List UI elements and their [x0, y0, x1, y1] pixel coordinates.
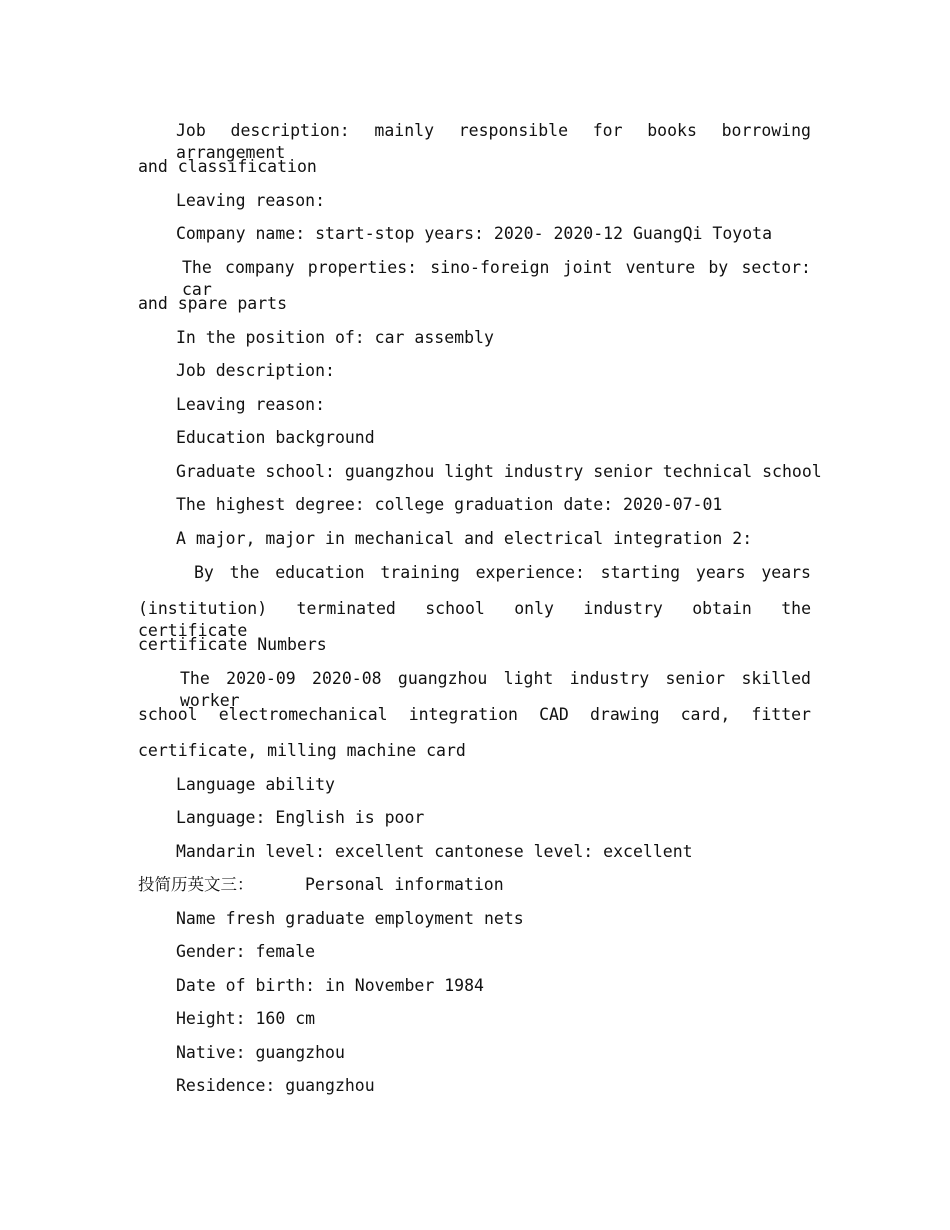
text-line: school electromechanical integration CAD drawing card, fitter	[138, 705, 811, 724]
text-line: certificate, milling machine card	[138, 741, 466, 760]
text-line: certificate Numbers	[138, 635, 327, 654]
text-line: Gender: female	[176, 942, 316, 961]
text-line: and spare parts	[138, 294, 288, 313]
text-line: and classification	[138, 157, 317, 176]
text-line: The company properties: sino-foreign joint venture by sector: car	[182, 258, 811, 299]
text-line: Language: English is poor	[176, 808, 425, 827]
text-line: Mandarin level: excellent cantonese level: excellent	[176, 842, 693, 861]
text-line: Leaving reason:	[176, 395, 326, 414]
section-heading: Language ability	[176, 775, 335, 794]
text-line: In the position of: car assembly	[176, 328, 494, 347]
text-line: Name fresh graduate employment nets	[176, 909, 524, 928]
text-line: Height: 160 cm	[176, 1009, 316, 1028]
text-line: Leaving reason:	[176, 191, 326, 210]
text-line: By the education training experience: starting years years	[194, 563, 811, 582]
chinese-label: 投简历英文三：	[138, 875, 254, 894]
text-line: Graduate school: guangzhou light industry senior technical school	[176, 462, 822, 481]
text-line: Job description: mainly responsible for books borrowing arrangement	[176, 121, 811, 162]
text-line: The 2020-09 2020-08 guangzhou light industry senior skilled worker	[180, 669, 811, 710]
text-line: A major, major in mechanical and electrical integration 2:	[176, 529, 753, 548]
text-line: Job description:	[176, 361, 335, 380]
text-line: Date of birth: in November 1984	[176, 976, 484, 995]
text-line: The highest degree: college graduation date: 2020-07-01	[176, 495, 723, 514]
section-heading: Personal information	[305, 875, 504, 894]
text-line: Native: guangzhou	[176, 1043, 345, 1062]
text-line: Residence: guangzhou	[176, 1076, 375, 1095]
section-heading: Education background	[176, 428, 375, 447]
text-line: Company name: start-stop years: 2020- 2020-12 GuangQi Toyota	[176, 224, 773, 243]
text-line: (institution) terminated school only industry obtain the certificate	[138, 599, 811, 640]
